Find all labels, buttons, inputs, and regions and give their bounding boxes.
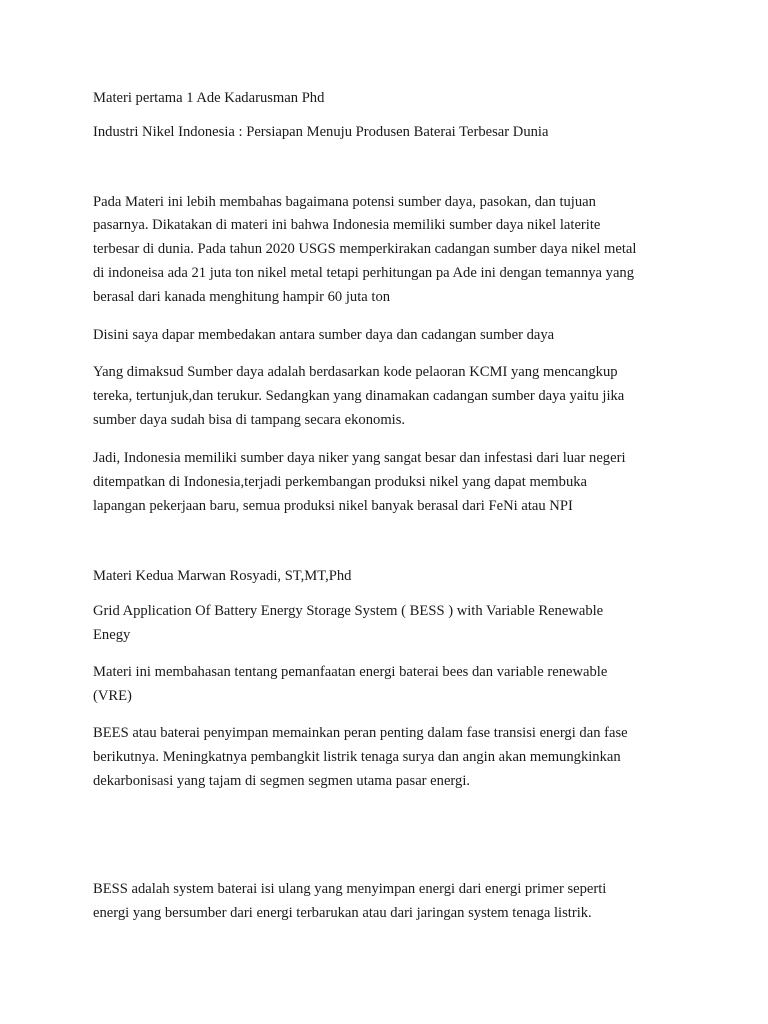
text-line: BEES atau baterai penyimpan memainkan peran penting dalam fase transisi energi dan fase (93, 725, 628, 741)
text-line: Industri Nikel Indonesia : Persiapan Menuju Produsen Baterai Terbesar Dunia (93, 124, 549, 140)
text-line: berikutnya. Meningkatnya pembangkit listrik tenaga surya dan angin akan memungkinkan (93, 749, 621, 765)
text-line: terbesar di dunia. Pada tahun 2020 USGS memperkirakan cadangan sumber daya nikel metal (93, 241, 637, 257)
text-line: Yang dimaksud Sumber daya adalah berdasarkan kode pelaoran KCMI yang mencangkup (93, 364, 618, 380)
text-line: energi yang bersumber dari energi terbarukan atau dari jaringan system tenaga listrik. (93, 905, 592, 921)
text-line: Materi ini membahasan tentang pemanfaatan energi baterai bees dan variable renewable (93, 664, 608, 680)
text-line: sumber daya sudah bisa di tampang secara ekonomis. (93, 412, 406, 428)
text-line: Materi pertama 1 Ade Kadarusman Phd (93, 90, 325, 106)
text-line: Enegy (93, 627, 131, 643)
text-line: ditempatkan di Indonesia,terjadi perkembangan produksi nikel yang dapat membuka (93, 474, 588, 490)
text-line: dekarbonisasi yang tajam di segmen segmen utama pasar energi. (93, 773, 471, 789)
text-line: Materi Kedua Marwan Rosyadi, ST,MT,Phd (93, 568, 352, 584)
text-line: (VRE) (93, 688, 132, 704)
text-line: di indoneisa ada 21 juta ton nikel metal tetapi perhitungan pa Ade ini dengan temannya yang (93, 265, 635, 281)
text-line: BESS adalah system baterai isi ulang yang menyimpan energi dari energi primer seperti (93, 881, 607, 897)
text-line: berasal dari kanada menghitung hampir 60 juta ton (93, 289, 391, 305)
text-line: lapangan pekerjaan baru, semua produksi nikel banyak berasal dari FeNi atau NPI (93, 498, 573, 514)
text-line: pasarnya. Dikatakan di materi ini bahwa Indonesia memiliki sumber daya nikel laterite (93, 217, 601, 233)
text-line: Pada Materi ini lebih membahas bagaimana potensi sumber daya, pasokan, dan tujuan (93, 194, 596, 210)
text-line: Grid Application Of Battery Energy Storage System ( BESS ) with Variable Renewable (93, 603, 604, 619)
text-line: Jadi, Indonesia memiliki sumber daya niker yang sangat besar dan infestasi dari luar negeri (93, 450, 626, 466)
text-line: Disini saya dapar membedakan antara sumber daya dan cadangan sumber daya (93, 327, 555, 343)
text-line: tereka, tertunjuk,dan terukur. Sedangkan yang dinamakan cadangan sumber daya yaitu jika (93, 388, 625, 404)
